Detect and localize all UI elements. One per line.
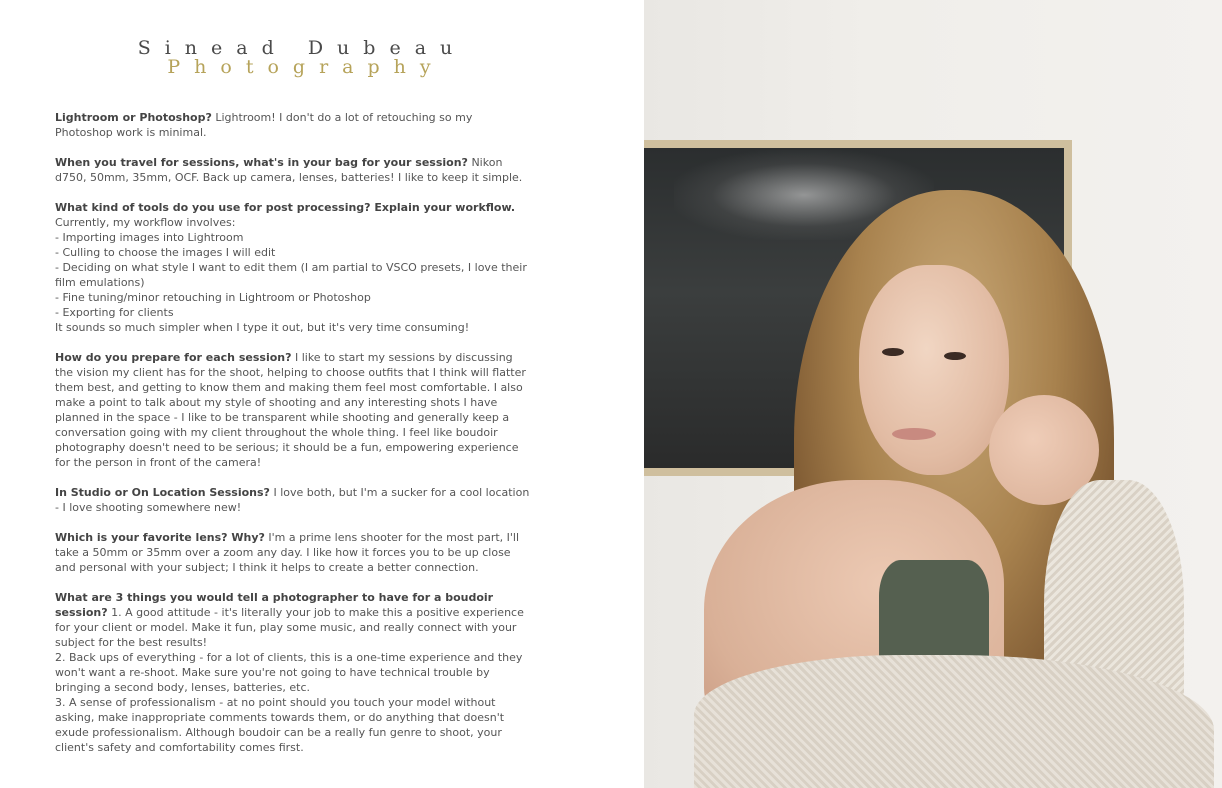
answer: I'm a prime lens shooter for the most part, I'll take a 50mm or 35mm over a zoom any day. I like how it forces you to be up close and personal with your subject; I think it helps to create a better connection.: [55, 531, 520, 574]
question: Lightroom or Photoshop?: [55, 111, 212, 124]
answer: I love both, but I'm a sucker for a cool location - I love shooting somewhere new!: [55, 486, 530, 514]
qa-favorite-lens: [55, 530, 533, 575]
answer: Lightroom! I don't do a lot of retouching so my Photoshop work is minimal.: [55, 111, 473, 139]
qa-three-things: [55, 590, 533, 755]
list-item: 2. Back ups of everything - for a lot of clients, this is a one-time experience and they won't want a re-shoot. Make sure you're not going to have technical trouble by bringing a second body, lenses, batteries, etc.: [55, 651, 523, 694]
answer: Nikon d750, 50mm, 35mm, OCF. Back up camera, lenses, batteries! I like to keep it simple.: [55, 156, 523, 184]
brand-name: Sinead Dubeau: [137, 37, 467, 59]
interview-article: [55, 110, 533, 770]
list-item: - Deciding on what style I want to edit them (I am partial to VSCO presets, I love their film emulations): [55, 261, 527, 289]
question: How do you prepare for each session?: [55, 351, 292, 364]
qa-lightroom: [55, 110, 533, 140]
list-item: - Culling to choose the images I will edit: [55, 246, 276, 259]
list-item: - Fine tuning/minor retouching in Lightroom or Photoshop: [55, 291, 371, 304]
qa-preparation: [55, 350, 533, 470]
question: When you travel for sessions, what's in your bag for your session?: [55, 156, 468, 169]
portrait-photo: [644, 0, 1222, 788]
model-eye-right: [944, 352, 966, 360]
list-item: 3. A sense of professionalism - at no point should you touch your model without asking, make inappropriate comments towards them, or do anything that doesn't exude professionalism. Although boudoir can be a really fun genre to shoot, your client's safety and comfortability comes first.: [55, 696, 505, 754]
answer: 1. A good attitude - it's literally your job to make this a positive experience for your client or model. Make it fun, play some music, and really connect with your subject for the best results!: [55, 606, 524, 649]
list-item: - Importing images into Lightroom: [55, 231, 244, 244]
brand-subtitle: Photography: [167, 56, 445, 78]
qa-workflow: [55, 200, 533, 335]
question: Which is your favorite lens? Why?: [55, 531, 265, 544]
qa-travel-bag: [55, 155, 533, 185]
question: What kind of tools do you use for post processing? Explain your workflow.: [55, 201, 516, 214]
answer: Currently, my workflow involves:: [55, 216, 236, 229]
question: In Studio or On Location Sessions?: [55, 486, 270, 499]
qa-studio-location: [55, 485, 533, 515]
list-item: - Exporting for clients: [55, 306, 174, 319]
brand-logo: [0, 38, 590, 76]
model-face: [859, 265, 1009, 475]
model-lips: [892, 428, 936, 440]
answer: I like to start my sessions by discussing the vision my client has for the shoot, helping to choose outfits that I think will flatter them best, and getting to know them and making them feel most comfortable. I also make a point to talk about my style of shooting and any interesting shots I have planned in the space - I like to be transparent while shooting and generally keep a conversation going with my client throughout the whole thing. I feel like boudoir photography doesn't need to be serious; it should be a fun, empowering experience for the person in front of the camera!: [55, 351, 526, 469]
model-eye-left: [882, 348, 904, 356]
answer-closing: It sounds so much simpler when I type it out, but it's very time consuming!: [55, 321, 470, 334]
question: What are 3 things you would tell a photographer to have for a boudoir session?: [55, 591, 494, 619]
